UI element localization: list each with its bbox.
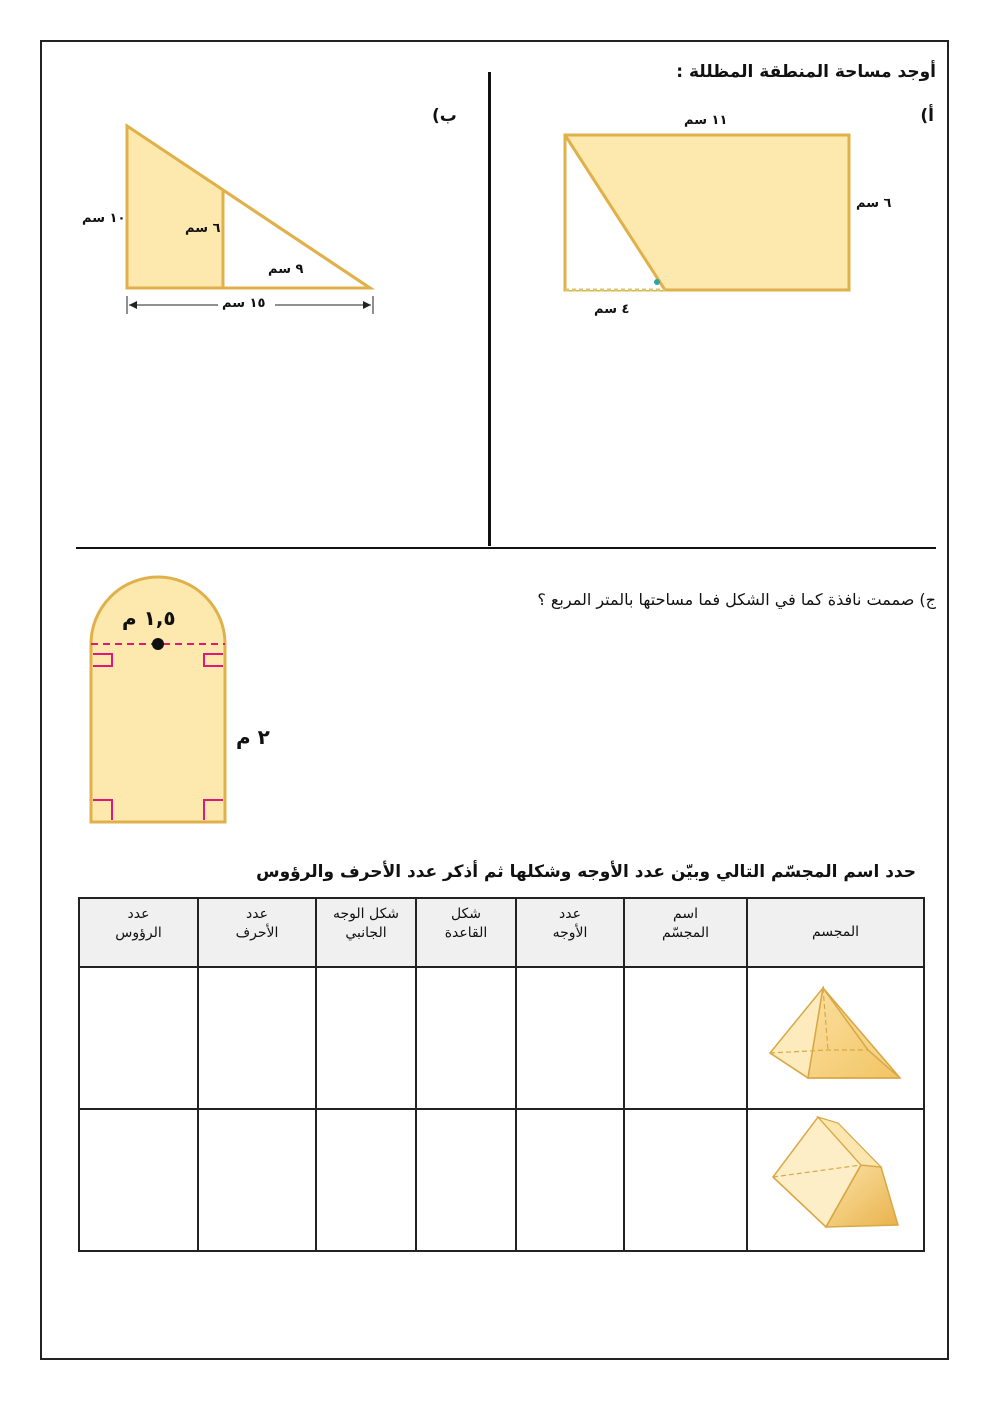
header-solid: المجسم bbox=[747, 898, 924, 967]
part-b-figure bbox=[120, 120, 380, 320]
answer-cell-name[interactable] bbox=[624, 1109, 747, 1251]
header-edges: عدد الأحرف bbox=[198, 898, 316, 967]
answer-cell-edges[interactable] bbox=[198, 1109, 316, 1251]
table-header-row bbox=[79, 898, 924, 967]
window-center-dot bbox=[152, 638, 164, 650]
part-b-hyp-length: ٩ سم bbox=[268, 262, 304, 277]
header-vertices: عدد الرؤوس bbox=[79, 898, 198, 967]
solids-table bbox=[78, 897, 925, 1252]
part-b-label: ب) bbox=[432, 106, 457, 126]
answer-cell-faces[interactable] bbox=[516, 1109, 624, 1251]
vertical-divider bbox=[488, 72, 491, 546]
answer-cell-side[interactable] bbox=[316, 967, 416, 1109]
window-height-length: ٢ م bbox=[236, 725, 270, 749]
answer-cell-name[interactable] bbox=[624, 967, 747, 1109]
part-a-top-length: ١١ سم bbox=[684, 113, 728, 128]
square-pyramid-icon bbox=[768, 978, 908, 1093]
header-faces: عدد الأوجه bbox=[516, 898, 624, 967]
part-a-dot bbox=[654, 279, 660, 285]
part-b-inner-length: ٦ سم bbox=[185, 221, 221, 236]
part-b-base-length: ١٥ سم bbox=[222, 296, 266, 311]
part-a-side-length: ٦ سم bbox=[856, 196, 892, 211]
header-base: شكل القاعدة bbox=[416, 898, 516, 967]
header-side: شكل الوجه الجانبي bbox=[316, 898, 416, 967]
answer-cell-base[interactable] bbox=[416, 967, 516, 1109]
part-c-question: ج) صممت نافذة كما في الشكل فما مساحتها بالمتر المربع ؟ bbox=[537, 590, 936, 609]
answer-cell-side[interactable] bbox=[316, 1109, 416, 1251]
horizontal-divider bbox=[76, 547, 936, 549]
header-name: اسم المجسّم bbox=[624, 898, 747, 967]
answer-cell-vertices[interactable] bbox=[79, 1109, 198, 1251]
window-width-length: ١,٥ م bbox=[122, 606, 176, 630]
part-a-figure bbox=[560, 130, 860, 300]
part-a-label: أ) bbox=[920, 106, 934, 126]
triangular-prism-icon bbox=[768, 1115, 908, 1235]
answer-cell-base[interactable] bbox=[416, 1109, 516, 1251]
answer-cell-faces[interactable] bbox=[516, 967, 624, 1109]
part-b-height-length: ١٠ سم bbox=[82, 211, 126, 226]
answer-cell-vertices[interactable] bbox=[79, 967, 198, 1109]
area-instruction: أوجد مساحة المنطقة المظللة : bbox=[676, 62, 936, 82]
part-b-shaded-region bbox=[127, 126, 223, 288]
solid-image-cell bbox=[747, 1109, 924, 1251]
part-a-bottom-length: ٤ سم bbox=[594, 302, 630, 317]
answer-cell-edges[interactable] bbox=[198, 967, 316, 1109]
solid-image-cell bbox=[747, 967, 924, 1109]
table-row bbox=[79, 967, 924, 1109]
table-row bbox=[79, 1109, 924, 1251]
solids-instruction: حدد اسم المجسّم التالي وبيّن عدد الأوجه وشكلها ثم أذكر عدد الأحرف والرؤوس bbox=[256, 862, 916, 882]
